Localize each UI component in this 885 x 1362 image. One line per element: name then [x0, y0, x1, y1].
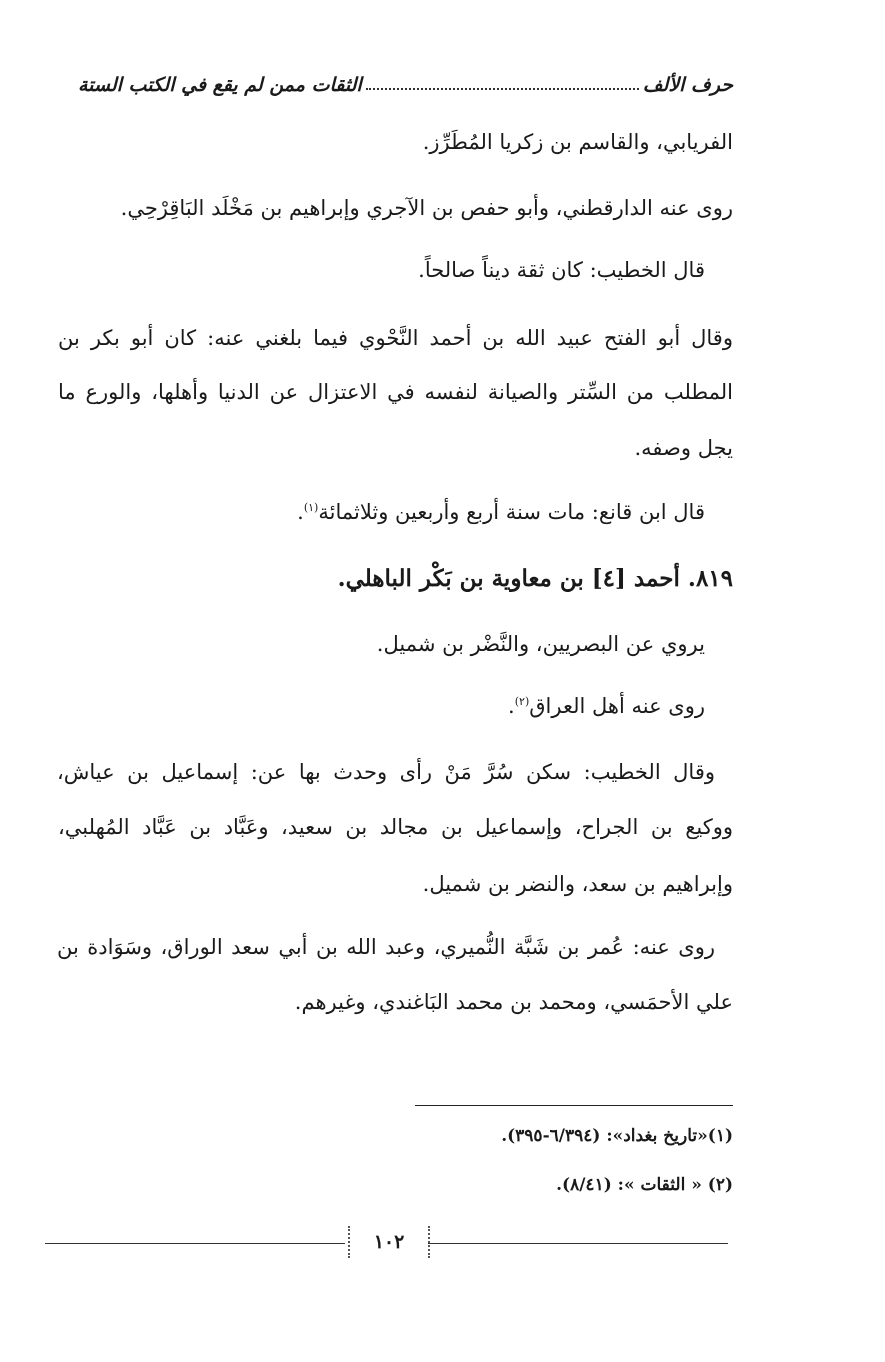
entry-number: ٨١٩. — [687, 565, 733, 592]
body-line: وقال أبو الفتح عبيد الله بن أحمد النَّحْوي فيما بلغني عنه: كان أبو بكر بن — [58, 326, 733, 350]
body-line: الفريابي، والقاسم بن زكريا المُطَرِّز. — [422, 130, 733, 154]
body-line: قال الخطيب: كان ثقة ديناً صالحاً. — [418, 258, 705, 282]
footnote-ref[interactable]: (١) — [303, 501, 319, 514]
entry-line: يروي عن البصريين، والنَّضْر بن شميل. — [376, 632, 705, 656]
footnote-ref[interactable]: (٢) — [514, 695, 530, 708]
footnote: (٢) « الثقات »: (٨/٤١). — [556, 1175, 733, 1195]
death-note-line: قال ابن قانع: مات سنة أربع وأربعين وثلاثمائة$^{(١)}$. — [297, 500, 705, 524]
footnote: (١)«تاريخ بغداد»: (٦/٣٩٤-٣٩٥). — [501, 1126, 733, 1146]
page-number: ١٠٢ — [348, 1226, 430, 1258]
page-rule-right — [428, 1243, 728, 1244]
entry-line: روى عنه أهل العراق$^{(٢)}$. — [508, 694, 705, 718]
entry-line: ووكيع بن الجراح، وإسماعيل بن مجالد بن سعيد، وعَبَّاد بن عَبَّاد المُهلبي، — [58, 815, 733, 839]
chapter-title: حرف الألف — [642, 74, 733, 96]
entry-name: أحمد [٤] بن معاوية بن بَكْر الباهلي. — [337, 565, 680, 592]
entry-line: وإبراهيم بن سعد، والنضر بن شميل. — [422, 872, 733, 896]
page-rule-left — [45, 1243, 345, 1244]
death-note-text: قال ابن قانع: مات سنة أربع وأربعين وثلاثمائة — [318, 500, 705, 524]
entry-heading — [338, 565, 733, 592]
body-line: يجل وصفه. — [634, 436, 733, 460]
running-header — [78, 70, 733, 100]
entry-line: علي الأحمَسي، ومحمد بن محمد البَاغندي، وغيرهم. — [294, 990, 733, 1014]
body-line: روى عنه الدارقطني، وأبو حفص بن الآجري وإبراهيم بن مَخْلَد البَاقِرْحِي. — [120, 196, 733, 220]
header-dotted-leader — [366, 88, 639, 90]
body-line: المطلب من السِّتر والصيانة لنفسه في الاعتزال عن الدنيا وأهلها، والورع ما — [58, 380, 733, 404]
entry-line: وقال الخطيب: سكن سُرَّ مَنْ رأى وحدث بها عن: إسماعيل بن عياش، — [57, 760, 715, 784]
footnote-divider — [415, 1105, 733, 1106]
entry-line: روى عنه: عُمر بن شَبَّة النُّميري، وعبد الله بن أبي سعد الوراق، وسَوَادة بن — [57, 935, 715, 959]
book-title: الثقات ممن لم يقع في الكتب الستة — [78, 74, 362, 96]
entry-line-text: روى عنه أهل العراق — [529, 694, 705, 718]
